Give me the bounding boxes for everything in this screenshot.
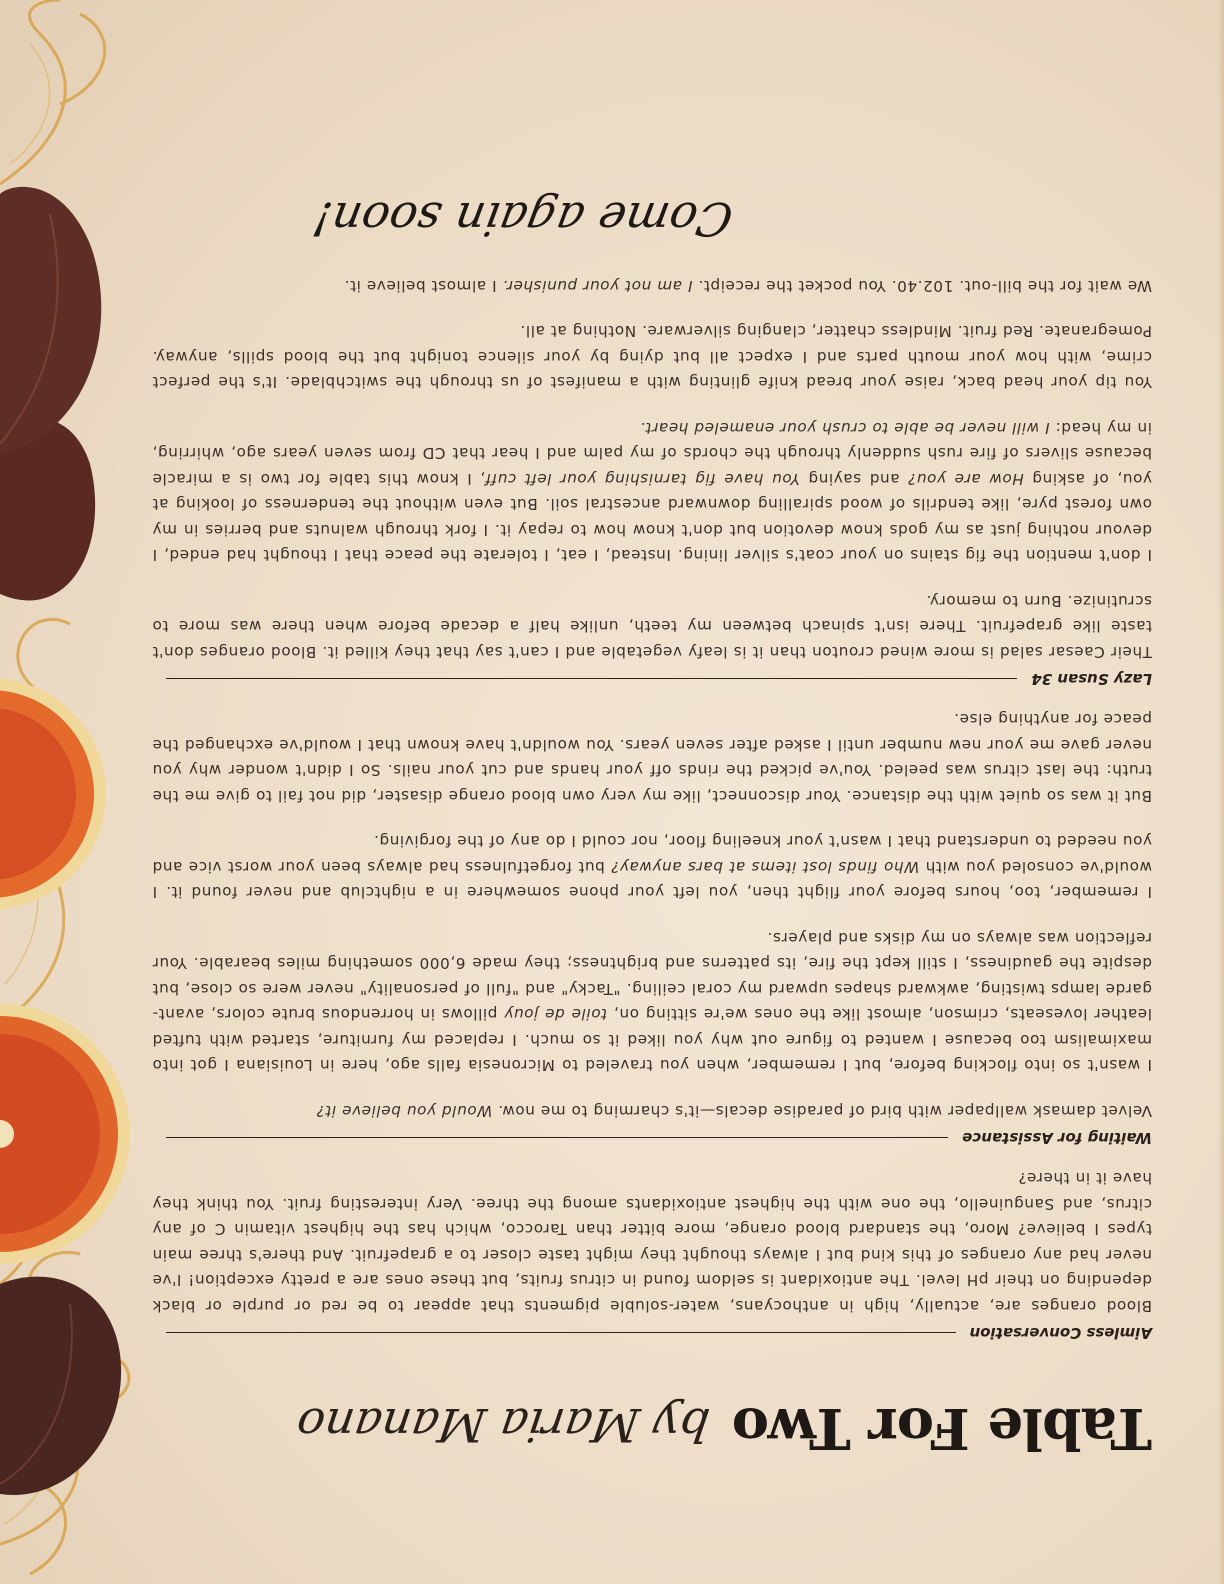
italic-text: toile de jouy bbox=[503, 1005, 608, 1024]
section-rule bbox=[166, 1138, 948, 1139]
title-row bbox=[152, 1360, 1152, 1461]
italic-text: You have fig tarnishing your left cuff bbox=[485, 470, 800, 488]
author-byline: by Maria Manano bbox=[292, 1398, 713, 1452]
text-run: , I know this table for two is a miracle because slivers of fire rush suddenly through the chords of my palm and I hear that CD from seven years ago, whirring, in my head: bbox=[152, 419, 1152, 488]
section-heading: Aimless Conversation bbox=[969, 1324, 1152, 1342]
prose-paragraph bbox=[152, 1098, 1152, 1124]
text-run: Their Caesar salad is more wined crouton than it is leafy vegetable and I can't say that they killed it. Blood oranges don't taste like grapefruit. There isn't spinach between my teeth, unlike half a decade before when there was more to scrutinize. Burn to memory. bbox=[152, 592, 1152, 661]
blood-orange-slice-icon bbox=[0, 678, 106, 910]
text-run: I almost believe it. bbox=[344, 277, 503, 295]
italic-text: Would you believe it? bbox=[316, 1102, 493, 1120]
prose-paragraph bbox=[152, 1165, 1152, 1318]
prose-paragraph bbox=[152, 706, 1152, 808]
prose-paragraph bbox=[152, 273, 1152, 299]
italic-text: Who finds lost items at bars anyway? bbox=[610, 858, 920, 876]
signoff: Come again soon! bbox=[308, 192, 737, 247]
text-run: pillows in horrendous brute colors, avant-garde lamps twisting, awkward shapes upward my coral ceiling. "Tacky" and "full of personality" never were so close, but despite the gaudiness, I still kept the fire, its patterns and brightness; they made 6,000 something miles bearable. Your reflection was always on my disks and players. bbox=[152, 929, 1152, 1024]
prose-paragraph bbox=[152, 588, 1152, 665]
text-run: I wasn't so into flocking before, but I remember, when you traveled to Micronesia falls ago, here in Louisiana I got into maximalism too because I wanted to figure out why you liked it so much. I replaced my furniture, started with tufted leather loveseats, crimson, almost like the ones we're sitting on, bbox=[152, 1005, 1152, 1075]
text-run: but forgetfulness had always been your worst vice and you needed to understand that I wasn't your kneeling floor, nor could I do any of the forgiving. bbox=[151, 832, 1152, 876]
prose-paragraph bbox=[152, 415, 1152, 568]
text-run: We wait for the bill-out. 102.40. You pocket the receipt. bbox=[692, 277, 1152, 295]
italic-text: I will never be able to crush your enameled heart. bbox=[639, 419, 1050, 437]
text-run: Blood oranges are, actually, high in anthocyans, water-soluble pigments that appear to be red or purple or black depending on their pH level. The antioxidant is seldom found in citrus fruits, but these ones are a pretty exception! I've never had any oranges of this kind but I always thought they might taste closer to a grapefruit. And there's three main types I believe? Moro, the standard blood orange, more bitter than Tarocco, which has the highest vitamin C of any citrus, and Sanguinello, the one with the highest antioxidants among the three. Very interesting fruit. You think they have it in there? bbox=[152, 1169, 1152, 1315]
italic-text: How are you? bbox=[907, 470, 1024, 488]
text-run: You tip your head back, raise your bread knife glinting with a manifest of us through the switchblade. It's the perfect crime, with how your mouth parts and I expect all but dying by your silence tonight but the blood spills, anyway. Pomegranate. Red fruit. Mindless chatter, clanging silverware. Nothing at all. bbox=[152, 322, 1152, 392]
fig-leaf-icon bbox=[0, 187, 101, 454]
section-heading: Waiting for Assistance bbox=[962, 1129, 1152, 1147]
prose-paragraph bbox=[152, 925, 1152, 1078]
page-title: Table For Two bbox=[732, 1395, 1152, 1461]
section-header bbox=[152, 1129, 1152, 1147]
text-run: I don't mention the fig stains on your coat's silver lining. Instead, I eat, I tolerate the peace that I thought had ended, I devour nothing just as my gods know devotion but don't know how to repay it. I fork through walnuts and berries in my own forest pyre, like tendrils of wood spiralling downward ancestral soil. But even without the tenderness of looking at you, of asking bbox=[152, 470, 1152, 565]
prose-paragraph bbox=[152, 318, 1152, 395]
section-rule bbox=[166, 1333, 956, 1334]
italic-text: I am not your punisher. bbox=[502, 277, 693, 295]
text-run: I remember, too, hours before your flight then, you left your phone somewhere in a nightclub and never found it. I would've consoled you with bbox=[152, 858, 1152, 902]
prose-paragraph bbox=[152, 828, 1152, 905]
text-run: But it was so quiet with the distance. Your disconnect, like my very own blood orange disaster, did not fail to give me the truth: the last citrus was peeled. You've picked the rinds off your hands and cut your nails. So I didn't wonder why you never gave me your new number until I asked after seven years. You wouldn't have known that I would've exchanged the peace for anything else. bbox=[152, 710, 1152, 805]
section-heading: Lazy Susan 34 bbox=[1031, 670, 1152, 688]
text-run: and saying bbox=[799, 470, 908, 488]
sections-container bbox=[152, 273, 1152, 1343]
text-run: Velvet damask wallpaper with bird of paradise decals—it's charming to me now. bbox=[492, 1102, 1152, 1120]
paper-edge bbox=[1218, 0, 1224, 1584]
blood-orange-slice-icon bbox=[0, 1004, 130, 1264]
document-body bbox=[151, 192, 1152, 1461]
section-header bbox=[152, 1324, 1152, 1342]
section-header bbox=[152, 670, 1152, 688]
section-rule bbox=[166, 679, 1017, 680]
fig-leaf-icon bbox=[0, 1277, 121, 1495]
